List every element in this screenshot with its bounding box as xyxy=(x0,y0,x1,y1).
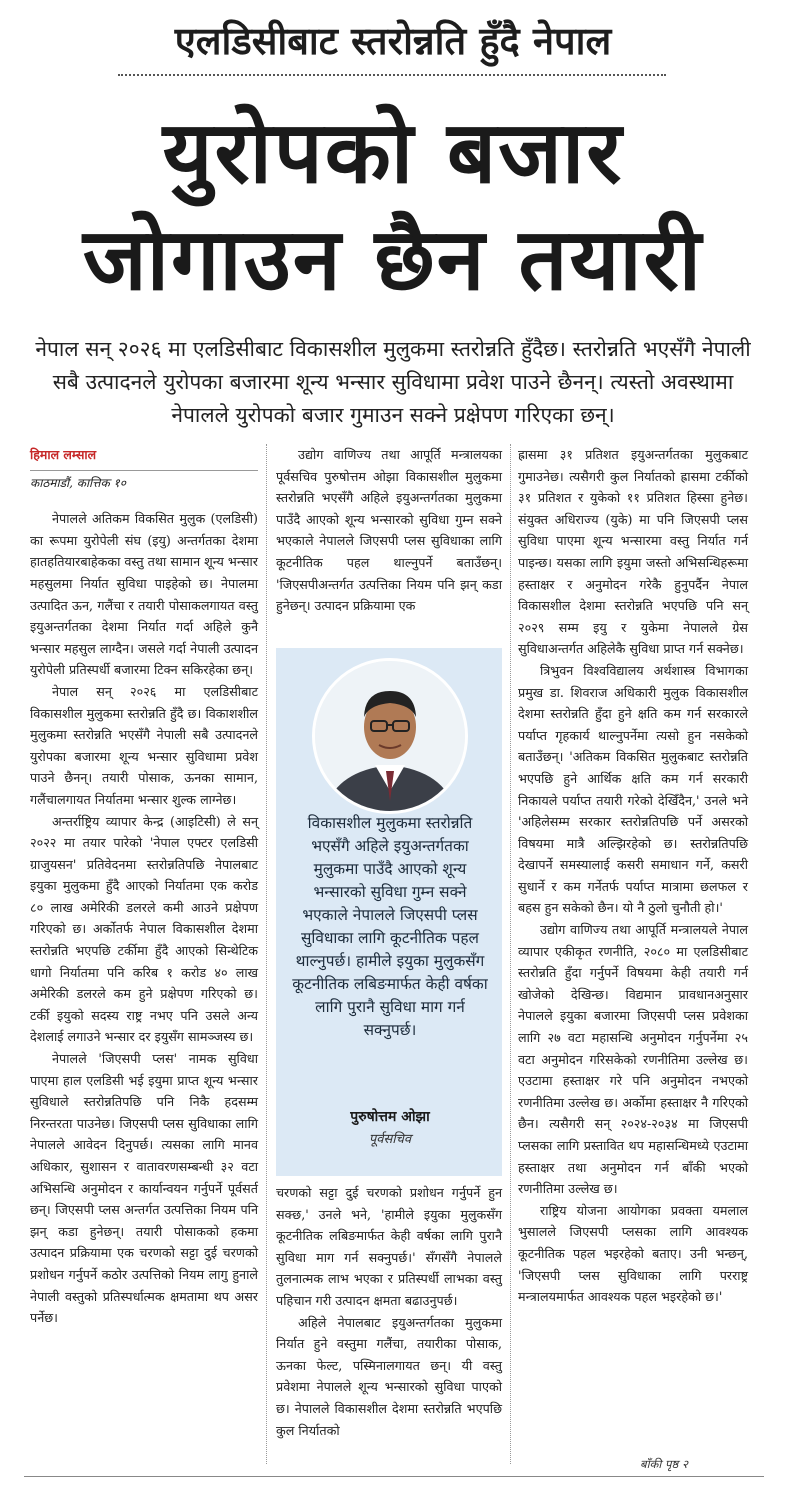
paragraph: उद्योग वाणिज्य तथा आपूर्ति मन्त्रालयले नेपाल व्यापार एकीकृत रणनीति, २०८० मा एलडिसीबाट स्तरोन्नति हुँदा गर्नुपर्ने विषयमा केही तयारी गर्न खोजेको देखिन्छ। विद्यमान प्रावधानअनुसार नेपालले इयुका बजारमा जिएसपी प्लस प्रवेशका लागि २७ वटा महासन्धि अनुमोदन गर्नुपर्नेमा २५ वटा अनुमोदन गरिसकेको रणनीतिमा उल्लेख छ। एउटामा हस्ताक्षर गरे पनि अनुमोदन नभएको रणनीतिमा उल्लेख छ। अर्कोमा हस्ताक्षर नै गरिएको छैन। त्यसैगरी सन् २०२४-२०३४ मा जिएसपी प्लसका लागि प्रस्तावित थप महासन्धिमध्ये एउटामा हस्ताक्षर तथा अनुमोदन गर्न बाँकी भएको रणनीतिमा उल्लेख छ। xyxy=(518,922,748,1197)
paragraph: नेपालले अतिकम विकसित मुलुक (एलडिसी) का रूपमा युरोपेली संघ (इयु) अन्तर्गतका देशमा हातहतियारबाहेकका वस्तु तथा सामान शून्य भन्सार महसुलमा निर्यात सुविधा पाइहेको छ। नेपालमा उत्पादित ऊन, गलैंचा र तयारी पोसाकलगायत वस्तु इयुअन्तर्गतका देशमा निर्यात गर्दा अहिले कुनै भन्सार महसुल लाग्दैन। जसले गर्दा नेपाली उत्पादन युरोपेली प्रतिस्पर्धी बजारमा टिक्न सकिरहेका छन्। xyxy=(30,511,258,678)
paragraph: अन्तर्राष्ट्रिय व्यापार केन्द्र (आइटिसी) ले सन् २०२२ मा तयार पारेको 'नेपाल एफ्टर एलडिसी ग्राजुयसन' प्रतिवेदनमा स्तरोन्नतिपछि नेपालबाट इयुका मुलुकमा हुँदै आएको निर्यातमा एक करोड ८० लाख अमेरिकी डलरले कमी आउने प्रक्षेपण गरिएको छ। अर्कोतर्फ नेपाल विकासशील देशमा स्तरोन्नति भएपछि टर्कीमा हुँदै आएको सिन्थेटिक धागो निर्यातमा पनि करिब १ करोड ४० लाख अमेरिकी डलरले कम हुने प्रक्षेपण गरिएको छ। टर्की इयुको सदस्य राष्ट्र नभए पनि उसले अन्य देशलाई लगाउने भन्सार दर इयुसँग सामञ्जस्य छ। xyxy=(30,813,258,1045)
pull-quote-text: विकासशील मुलुकमा स्तरोन्नति भएसँगै अहिले इयुअन्तर्गतका मुलुकमा पाउँदै आएको शून्य भन्सारको सुविधा गुम्न सक्ने भएकाले नेपालले जिएसपी प्लस सुविधाका लागि कूटनीतिक पहल थाल्नुपर्छ। हामीले इयुका मुलुकसँग कूटनीतिक लबिङमार्फत केही वर्षका लागि पुरानै सुविधा माग गर्न सक्नुपर्छ। xyxy=(292,814,488,1039)
pull-quote-role: पूर्वसचिव xyxy=(368,1132,412,1147)
column-2-bottom xyxy=(276,1182,502,1441)
kicker-divider xyxy=(118,74,666,76)
headline-line-2: जोगाउन छैन तयारी xyxy=(82,210,704,310)
column-3 xyxy=(518,444,748,1308)
paragraph: उद्योग वाणिज्य तथा आपूर्ति मन्त्रालयका पूर्वसचिव पुरुषोत्तम ओझा विकासशील मुलुकमा स्तरोन्नति भएसँगै अहिले इयुअन्तर्गतका मुलुकमा पाउँदै आएको शून्य भन्सारको सुविधा गुम्न सक्ने भएकाले नेपालले जिएसपी प्लस सुविधाका लागि कूटनीतिक पहल थाल्नुपर्ने बताउँछन्। 'जिएसपीअन्तर्गत उत्पत्तिका नियम पनि झन् कडा हुनेछन्। उत्पादन प्रक्रियामा एक xyxy=(276,447,502,614)
pull-quote-name: पुरुषोत्तम ओझा xyxy=(350,1109,430,1125)
paragraph: नेपाल सन् २०२६ मा एलडिसीबाट विकासशील मुलुकमा स्तरोन्नति हुँदै छ। विकाशशील मुलुकमा स्तरोन्नति भएसँगै नेपाली सबै उत्पादनले युरोपका बजारमा शून्य भन्सार सुविधामा प्रवेश पाउने छैनन्। तयारी पोसाक, ऊनका सामान, गलैंचालगायत निर्यातमा भन्सार शुल्क लाग्नेछ। xyxy=(30,683,258,807)
bottom-divider xyxy=(24,1476,764,1477)
paragraph: राष्ट्रिय योजना आयोगका प्रवक्ता यमलाल भुसालले जिएसपी प्लसका लागि आवश्यक कूटनीतिक पहल भइरहेको बताए। उनी भन्छन्, 'जिएसपी प्लस सुविधाका लागि परराष्ट्र मन्त्रालयमार्फत आवश्यक पहल भइरहेको छ।' xyxy=(518,1202,748,1305)
portrait-illustration xyxy=(315,661,465,811)
kicker: एलडिसीबाट स्तरोन्नति हुँदै नेपाल xyxy=(174,19,612,63)
byline-location: काठमाडौं, कात्तिक १० xyxy=(30,470,258,495)
continued-on-page: बाँकी पृष्ठ २ xyxy=(640,1457,688,1471)
paragraph: नेपालले 'जिएसपी प्लस' नामक सुविधा पाएमा हाल एलडिसी भई इयुमा प्राप्त शून्य भन्सार सुविधाले स्तरोन्नतिपछि पनि निकै हदसम्म निरन्तरता पाउनेछ। जिएसपी प्लस सुविधाका लागि नेपालले आवेदन दिनुपर्छ। त्यसका लागि मानव अधिकार, सुशासन र वातावरणसम्बन्धी ३२ वटा अभिसन्धि अनुमोदन र कार्यान्वयन गर्नुपर्ने पूर्वसर्त छन्। जिएसपी प्लस अन्तर्गत उत्पत्तिका नियम पनि झन् कडा हुनेछन्। तयारी पोसाकको हकमा उत्पादन प्रक्रियामा एक चरणको सट्टा दुई चरणको प्रशोधन गर्नुपर्ने कठोर उत्पत्तिको नियम लागु हुनाले नेपाली वस्तुको प्रतिस्पर्धात्मक क्षमतामा थप असर पर्नेछ। xyxy=(30,1051,258,1326)
paragraph: ह्रासमा ३१ प्रतिशत इयुअन्तर्गतका मुलुकबाट गुमाउनेछ। त्यसैगरी कुल निर्यातको ह्रासमा टर्कीको ३१ प्रतिशत र युकेको ११ प्रतिशत हिस्सा हुनेछ। संयुक्त अधिराज्य (युके) मा पनि जिएसपी प्लस सुविधा पाएमा शून्य भन्सारमा वस्तु निर्यात गर्न पाइन्छ। यसका लागि इयुमा जस्तो अभिसन्धिहरूमा हस्ताक्षर र अनुमोदन गरेकै हुनुपर्दैन नेपाल विकासशील देशमा स्तरोन्नति भएपछि पनि सन् २०२९ सम्म इयु र युकेमा नेपालले ग्रेस सुविधाअन्तर्गत अहिलेकै सुविधा प्राप्त गर्न सक्नेछ। xyxy=(518,447,748,657)
paragraph: त्रिभुवन विश्वविद्यालय अर्थशास्त्र विभागका प्रमुख डा. शिवराज अधिकारी मुलुक विकासशील देशमा स्तरोन्नति हुँदा हुने क्षति कम गर्न सरकारले पर्याप्त गृहकार्य थाल्नुपर्नेमा त्यसो हुन नसकेको बताउँछन्। 'अतिकम विकसित मुलुकबाट स्तरोन्नति भएपछि हुने आर्थिक क्षति कम गर्न सरकारी निकायले पर्याप्त तयारी गरेको देखिँदैन,' उनले भने 'अहिलेसम्म सरकार स्तरोन्नतिपछि पर्ने असरको विषयमा मात्रै अल्झिरहेको छ। स्तरोन्नतिपछि देखापर्ने समस्यालाई कसरी समाधान गर्ने, कसरी सुधार्ने र कम गर्नेतर्फ पर्याप्त मात्रामा छलफल र बहस हुन सकेको छैन। यो नै ठुलो चुनौती हो।' xyxy=(518,662,748,916)
lede: नेपाल सन् २०२६ मा एलडिसीबाट विकासशील मुलुकमा स्तरोन्नति हुँदैछ। स्तरोन्नति भएसँगै नेपाली सबै उत्पादनले युरोपका बजारमा शून्य भन्सार सुविधामा प्रवेश पाउने छैनन्। त्यस्तो अवस्थामा नेपालले युरोपको बजार गुमाउन सक्ने प्रक्षेपण गरिएका छन्। xyxy=(35,337,751,427)
portrait-photo xyxy=(312,658,468,814)
column-divider xyxy=(266,444,267,1464)
byline-source: हिमाल लम्साल xyxy=(30,447,97,462)
paragraph: चरणको सट्टा दुई चरणको प्रशोधन गर्नुपर्ने हुन सक्छ,' उनले भने, 'हामीले इयुका मुलुकसँग कूटनीतिक लबिङमार्फत केही वर्षका लागि पुरानै सुविधा माग गर्न सक्नुपर्छ।' सँगसँगै नेपालले तुलनात्मक लाभ भएका र प्रतिस्पर्धी लाभका वस्तु पहिचान गरी उत्पादन क्षमता बढाउनुपर्छ। xyxy=(276,1185,502,1308)
column-2-top xyxy=(276,444,502,617)
paragraph: अहिले नेपालबाट इयुअन्तर्गतका मुलुकमा निर्यात हुने वस्तुमा गलैंचा, तयारीका पोसाक, ऊनका फेल्ट, पस्मिनालगायत छन्। यी वस्तु प्रवेशमा नेपालले शून्य भन्सारको सुविधा पाएको छ। नेपालले विकासशील देशमा स्तरोन्नति भएपछि कुल निर्यातको xyxy=(276,1314,502,1438)
headline-line-1: युरोपको बजार xyxy=(162,103,624,203)
column-divider xyxy=(510,444,511,1464)
column-1 xyxy=(30,444,258,1329)
